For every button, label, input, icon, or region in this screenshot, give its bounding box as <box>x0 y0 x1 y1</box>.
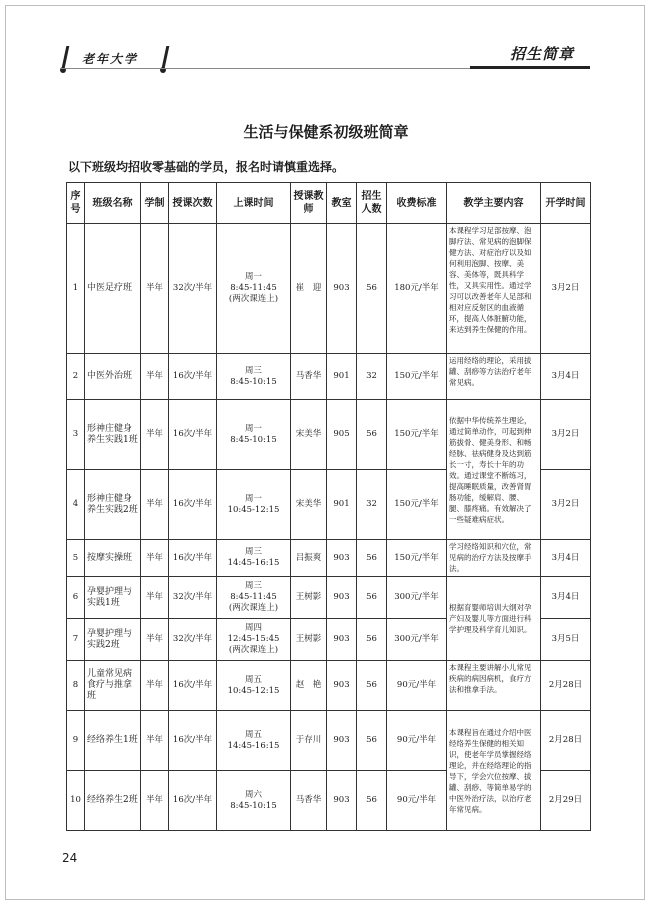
cell-quota: 56 <box>357 400 387 470</box>
cell-sessions: 16次/半年 <box>169 400 217 470</box>
cell-sessions: 16次/半年 <box>169 354 217 400</box>
cell-fee: 150元/半年 <box>387 354 447 400</box>
header-cell: 教学主要内容 <box>447 183 541 224</box>
header-left <box>60 40 170 80</box>
cell-content: 本课程学习足部按摩、泡脚疗法、常见病的泡脚保健方法、对症治疗以及如何利用泡脚、按摩、美容、美体等，既具科学性，又具实用性。通过学习可以改善老年人足部和相对应反射区的血液循环，提高人体脏腑功能，来达到养生保健的作用。 <box>447 224 541 354</box>
cell-content: 运用经络的理论，采用拔罐、刮痧等方法治疗老年常见病。 <box>447 354 541 400</box>
cell-room: 903 <box>327 224 357 354</box>
cell-class-name: 中医足疗班 <box>85 224 141 354</box>
cell-sessions: 32次/半年 <box>169 577 217 619</box>
cell-teacher: 吕振爽 <box>291 540 327 577</box>
cell-class-name: 形神庄健身养生实践2班 <box>85 470 141 540</box>
cell-quota: 32 <box>357 354 387 400</box>
header-left-title: 老年大学 <box>82 52 139 66</box>
header-right-title: 招生简章 <box>509 45 574 63</box>
cell-fee: 150元/半年 <box>387 540 447 577</box>
note-mark-left <box>62 46 70 68</box>
header-cell: 序号 <box>67 183 85 224</box>
cell-time: 周一 8:45-10:15 <box>217 400 291 470</box>
cell-room: 903 <box>327 771 357 831</box>
page-title: 生活与保健系初级班简章 <box>243 123 409 141</box>
cell-time: 周五 10:45-12:15 <box>217 661 291 711</box>
cell-quota: 56 <box>357 619 387 661</box>
cell-start: 3月2日 <box>541 470 591 540</box>
cell-room: 905 <box>327 400 357 470</box>
cell-class-name: 中医外治班 <box>85 354 141 400</box>
cell-room: 903 <box>327 577 357 619</box>
cell-duration: 半年 <box>141 470 169 540</box>
cell-class-name: 孕婴护理与实践2班 <box>85 619 141 661</box>
cell-quota: 56 <box>357 577 387 619</box>
cell-fee: 300元/半年 <box>387 577 447 619</box>
cell-duration: 半年 <box>141 224 169 354</box>
cell-start: 3月4日 <box>541 577 591 619</box>
cell-teacher: 王树影 <box>291 619 327 661</box>
cell-time: 周三 8:45-11:45 (两次课连上) <box>217 577 291 619</box>
cell-class-name: 经络养生2班 <box>85 771 141 831</box>
cell-no: 1 <box>67 224 85 354</box>
cell-fee: 150元/半年 <box>387 470 447 540</box>
table-row <box>67 540 591 577</box>
cell-teacher: 宋美华 <box>291 400 327 470</box>
cell-fee: 180元/半年 <box>387 224 447 354</box>
cell-fee: 90元/半年 <box>387 661 447 711</box>
cell-quota: 56 <box>357 661 387 711</box>
cell-content: 本课程旨在通过介绍中医经络养生保健的相关知识，使老年学员掌握经络理论，并在经络理论的指导下，学会穴位按摩、拔罐、刮痧、等简单易学的中医外治疗法，以治疗老年常见病。 <box>447 711 541 831</box>
cell-sessions: 32次/半年 <box>169 224 217 354</box>
header-cell: 上课时间 <box>217 183 291 224</box>
cell-fee: 90元/半年 <box>387 711 447 771</box>
cell-no: 8 <box>67 661 85 711</box>
cell-time: 周六 8:45-10:15 <box>217 771 291 831</box>
cell-room: 903 <box>327 619 357 661</box>
cell-fee: 90元/半年 <box>387 771 447 831</box>
table-row <box>67 354 591 400</box>
cell-sessions: 16次/半年 <box>169 771 217 831</box>
page-number: 24 <box>62 851 78 865</box>
cell-sessions: 16次/半年 <box>169 540 217 577</box>
cell-fee: 300元/半年 <box>387 619 447 661</box>
cell-time: 周一 8:45-11:45 (两次课连上) <box>217 224 291 354</box>
cell-sessions: 16次/半年 <box>169 661 217 711</box>
header-cell: 班级名称 <box>85 183 141 224</box>
cell-start: 3月2日 <box>541 400 591 470</box>
cell-duration: 半年 <box>141 400 169 470</box>
cell-teacher: 马香华 <box>291 771 327 831</box>
cell-duration: 半年 <box>141 711 169 771</box>
cell-duration: 半年 <box>141 354 169 400</box>
cell-teacher: 崔 迎 <box>291 224 327 354</box>
cell-class-name: 经络养生1班 <box>85 711 141 771</box>
cell-fee: 150元/半年 <box>387 400 447 470</box>
cell-time: 周四 12:45-15:45 (两次课连上) <box>217 619 291 661</box>
cell-duration: 半年 <box>141 540 169 577</box>
header-cell: 招生人数 <box>357 183 387 224</box>
header-cell: 授课教师 <box>291 183 327 224</box>
cell-quota: 56 <box>357 540 387 577</box>
table-row <box>67 711 591 771</box>
cell-duration: 半年 <box>141 771 169 831</box>
cell-class-name: 孕婴护理与实践1班 <box>85 577 141 619</box>
cell-teacher: 赵 艳 <box>291 661 327 711</box>
note-mark-right <box>162 46 170 68</box>
header-cell: 开学时间 <box>541 183 591 224</box>
cell-teacher: 马香华 <box>291 354 327 400</box>
cell-no: 6 <box>67 577 85 619</box>
cell-start: 2月29日 <box>541 771 591 831</box>
cell-time: 周三 14:45-16:15 <box>217 540 291 577</box>
cell-no: 9 <box>67 711 85 771</box>
cell-sessions: 16次/半年 <box>169 470 217 540</box>
cell-duration: 半年 <box>141 577 169 619</box>
table-row <box>67 661 591 711</box>
header-right <box>470 40 590 70</box>
cell-quota: 56 <box>357 711 387 771</box>
page-subtitle: 以下班级均招收零基础的学员，报名时请慎重选择。 <box>68 160 345 174</box>
cell-content: 根据育婴师培训大纲对孕产妇及婴儿等方面进行科学护理及科学育儿知识。 <box>447 577 541 661</box>
cell-no: 7 <box>67 619 85 661</box>
cell-class-name: 形神庄健身养生实践1班 <box>85 400 141 470</box>
cell-quota: 56 <box>357 771 387 831</box>
cell-content: 学习经络知识和穴位，常见病的治疗方法及按摩手法。 <box>447 540 541 577</box>
cell-duration: 半年 <box>141 661 169 711</box>
cell-start: 3月4日 <box>541 354 591 400</box>
cell-sessions: 32次/半年 <box>169 619 217 661</box>
cell-sessions: 16次/半年 <box>169 711 217 771</box>
cell-start: 3月2日 <box>541 224 591 354</box>
cell-start: 2月28日 <box>541 711 591 771</box>
cell-quota: 56 <box>357 224 387 354</box>
cell-time: 周一 10:45-12:15 <box>217 470 291 540</box>
header-cell: 授课次数 <box>169 183 217 224</box>
cell-room: 901 <box>327 470 357 540</box>
cell-start: 3月4日 <box>541 540 591 577</box>
cell-start: 2月28日 <box>541 661 591 711</box>
table-header-row <box>67 183 591 224</box>
cell-no: 10 <box>67 771 85 831</box>
cell-time: 周三 8:45-10:15 <box>217 354 291 400</box>
cell-room: 903 <box>327 661 357 711</box>
cell-teacher: 王树影 <box>291 577 327 619</box>
cell-quota: 32 <box>357 470 387 540</box>
table-row <box>67 400 591 470</box>
cell-teacher: 宋美华 <box>291 470 327 540</box>
cell-content: 依据中华传统养生理论，通过简单动作，可起到伸筋拔骨、健美身形、和畅经脉、祛病健身及达到筋长一寸，寿长十年的功效。通过课堂不断练习，提高睡眠质量，改善肾胃肠功能，缓解肩、腰、腿、膝疼痛。有效解决了一些疑难病症状。 <box>447 400 541 540</box>
cell-class-name: 按摩实操班 <box>85 540 141 577</box>
cell-no: 3 <box>67 400 85 470</box>
table-row <box>67 577 591 619</box>
cell-no: 5 <box>67 540 85 577</box>
cell-content: 本课程主要讲解小儿常见疾病的病因病机，食疗方法和推拿手法。 <box>447 661 541 711</box>
cell-room: 901 <box>327 354 357 400</box>
header-right-bar <box>470 66 590 69</box>
header-cell: 学制 <box>141 183 169 224</box>
cell-time: 周五 14:45-16:15 <box>217 711 291 771</box>
cell-no: 4 <box>67 470 85 540</box>
cell-teacher: 于存川 <box>291 711 327 771</box>
cell-class-name: 儿童常见病食疗与推拿班 <box>85 661 141 711</box>
cell-start: 3月5日 <box>541 619 591 661</box>
table-row <box>67 224 591 354</box>
cell-no: 2 <box>67 354 85 400</box>
header-cell: 收费标准 <box>387 183 447 224</box>
cell-room: 903 <box>327 540 357 577</box>
course-table <box>66 182 591 831</box>
cell-duration: 半年 <box>141 619 169 661</box>
header-cell: 教室 <box>327 183 357 224</box>
cell-room: 903 <box>327 711 357 771</box>
